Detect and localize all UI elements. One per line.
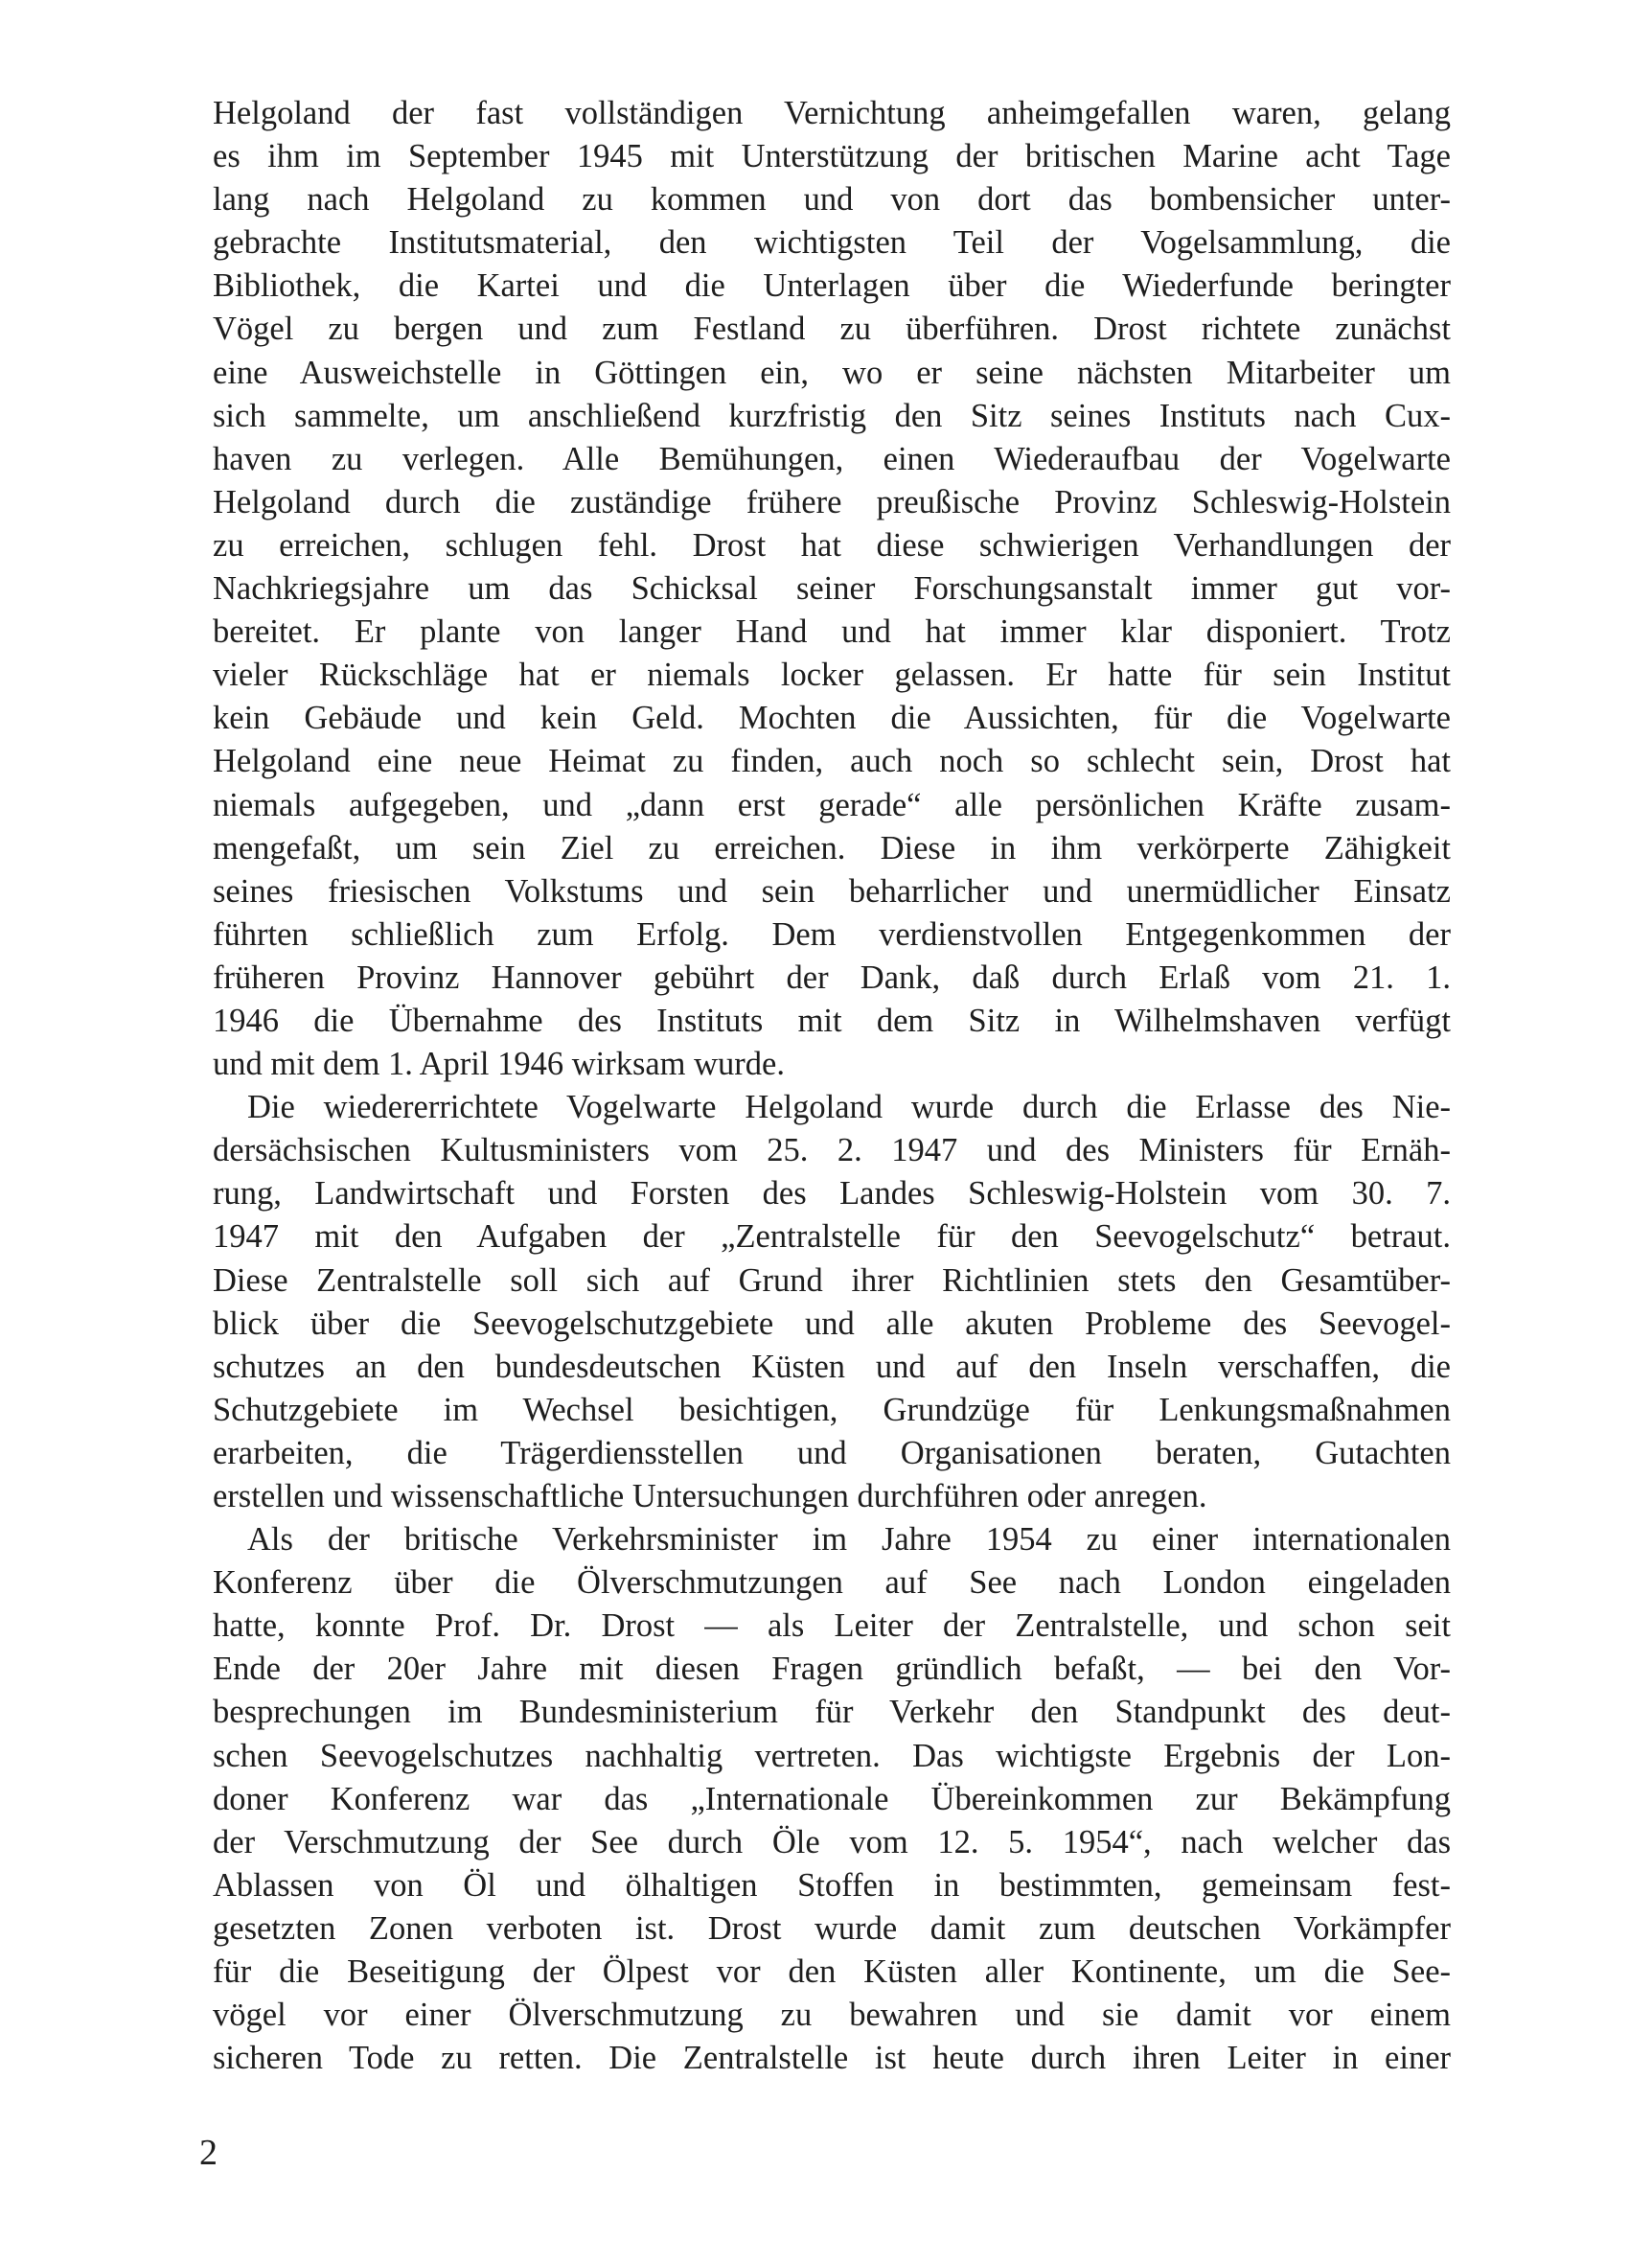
text-line: bereitet. Er plante von langer Hand und hat immer klar disponiert. Trotz	[213, 613, 1451, 651]
text-line: früheren Provinz Hannover gebührt der Dank, daß durch Erlaß vom 21. 1.	[213, 959, 1451, 996]
text-line: haven zu verlegen. Alle Bemühungen, einen Wiederaufbau der Vogelwarte	[213, 440, 1451, 477]
text-line: Helgoland durch die zuständige frühere preußische Provinz Schleswig-Holstein	[213, 483, 1451, 520]
text-line: vieler Rückschläge hat er niemals locker gelassen. Er hatte für sein Institut	[213, 657, 1451, 694]
text-line: Nachkriegsjahre um das Schicksal seiner Forschungsanstalt immer gut vor-	[213, 570, 1451, 608]
text-line: schen Seevogelschutzes nachhaltig vertreten. Das wichtigste Ergebnis der Lon-	[213, 1737, 1451, 1774]
text-line: 1946 die Übernahme des Instituts mit dem Sitz in Wilhelmshaven verfügt	[213, 1002, 1451, 1039]
text-line: es ihm im September 1945 mit Unterstützung der britischen Marine acht Tage	[213, 138, 1451, 175]
text-line: vögel vor einer Ölverschmutzung zu bewahren und sie damit vor einem	[213, 1997, 1451, 2034]
page-number: 2	[199, 2133, 218, 2173]
text-line: Die wiedererrichtete Vogelwarte Helgoland wurde durch die Erlasse des Nie-	[247, 1089, 1451, 1126]
text-line: eine Ausweichstelle in Göttingen ein, wo er seine nächsten Mitarbeiter um	[213, 354, 1451, 391]
text-line: Bibliothek, die Kartei und die Unterlagen über die Wiederfunde beringter	[213, 267, 1451, 305]
text-line: erarbeiten, die Trägerdiensstellen und Organisationen beraten, Gutachten	[213, 1434, 1451, 1471]
text-line: Schutzgebiete im Wechsel besichtigen, Grundzüge für Lenkungsmaßnahmen	[213, 1391, 1451, 1428]
text-line: Ablassen von Öl und ölhaltigen Stoffen in bestimmten, gemeinsam fest-	[213, 1866, 1451, 1904]
text-line: zu erreichen, schlugen fehl. Drost hat diese schwierigen Verhandlungen der	[213, 526, 1451, 564]
text-line: Helgoland eine neue Heimat zu finden, auch noch so schlecht sein, Drost hat	[213, 743, 1451, 780]
text-line: Helgoland der fast vollständigen Vernichtung anheimgefallen waren, gelang	[213, 95, 1451, 131]
text-line: sich sammelte, um anschließend kurzfristig den Sitz seines Instituts nach Cux-	[213, 397, 1451, 434]
text-line: Diese Zentralstelle soll sich auf Grund ihrer Richtlinien stets den Gesamtüber-	[213, 1261, 1451, 1299]
text-line: besprechungen im Bundesministerium für Verkehr den Standpunkt des deut-	[213, 1694, 1451, 1731]
text-line: Vögel zu bergen und zum Festland zu überführen. Drost richtete zunächst	[213, 311, 1451, 348]
text-line: rung, Landwirtschaft und Forsten des Landes Schleswig-Holstein vom 30. 7.	[213, 1175, 1451, 1213]
body-text	[213, 92, 1451, 2080]
text-line: sicheren Tode zu retten. Die Zentralstelle ist heute durch ihren Leiter in einer	[213, 2040, 1451, 2077]
text-line: doner Konferenz war das „Internationale Übereinkommen zur Bekämpfung	[213, 1780, 1451, 1817]
text-line: Konferenz über die Ölverschmutzungen auf See nach London eingeladen	[213, 1564, 1451, 1602]
text-line: und mit dem 1. April 1946 wirksam wurde.	[213, 1046, 785, 1083]
text-line: 1947 mit den Aufgaben der „Zentralstelle für den Seevogelschutz“ betraut.	[213, 1218, 1451, 1256]
text-line: mengefaßt, um sein Ziel zu erreichen. Diese in ihm verkörperte Zähigkeit	[213, 829, 1451, 866]
text-line: Ende der 20er Jahre mit diesen Fragen gründlich befaßt, — bei den Vor-	[213, 1651, 1451, 1688]
text-line: seines friesischen Volkstums und sein beharrlicher und unermüdlicher Einsatz	[213, 872, 1451, 910]
text-line: gesetzten Zonen verboten ist. Drost wurde damit zum deutschen Vorkämpfer	[213, 1909, 1451, 1947]
text-line: gebrachte Institutsmaterial, den wichtigsten Teil der Vogelsammlung, die	[213, 224, 1451, 262]
text-line: dersächsischen Kultusministers vom 25. 2. 1947 und des Ministers für Ernäh-	[213, 1132, 1451, 1169]
text-line: blick über die Seevogelschutzgebiete und alle akuten Probleme des Seevogel-	[213, 1305, 1451, 1342]
text-line: der Verschmutzung der See durch Öle vom 12. 5. 1954“, nach welcher das	[213, 1823, 1451, 1860]
text-line: schutzes an den bundesdeutschen Küsten und auf den Inseln verschaffen, die	[213, 1348, 1451, 1385]
text-line: Als der britische Verkehrsminister im Jahre 1954 zu einer internationalen	[247, 1521, 1451, 1559]
text-line: hatte, konnte Prof. Dr. Drost — als Leiter der Zentralstelle, und schon seit	[213, 1607, 1451, 1645]
text-line: kein Gebäude und kein Geld. Mochten die Aussichten, für die Vogelwarte	[213, 700, 1451, 737]
text-line: für die Beseitigung der Ölpest vor den Küsten aller Kontinente, um die See-	[213, 1953, 1451, 1991]
text-line: lang nach Helgoland zu kommen und von dort das bombensicher unter-	[213, 181, 1451, 219]
text-line: erstellen und wissenschaftliche Untersuchungen durchführen oder anregen.	[213, 1478, 1207, 1514]
text-line: führten schließlich zum Erfolg. Dem verdienstvollen Entgegenkommen der	[213, 915, 1451, 953]
text-line: niemals aufgegeben, und „dann erst gerade“ alle persönlichen Kräfte zusam-	[213, 786, 1451, 823]
